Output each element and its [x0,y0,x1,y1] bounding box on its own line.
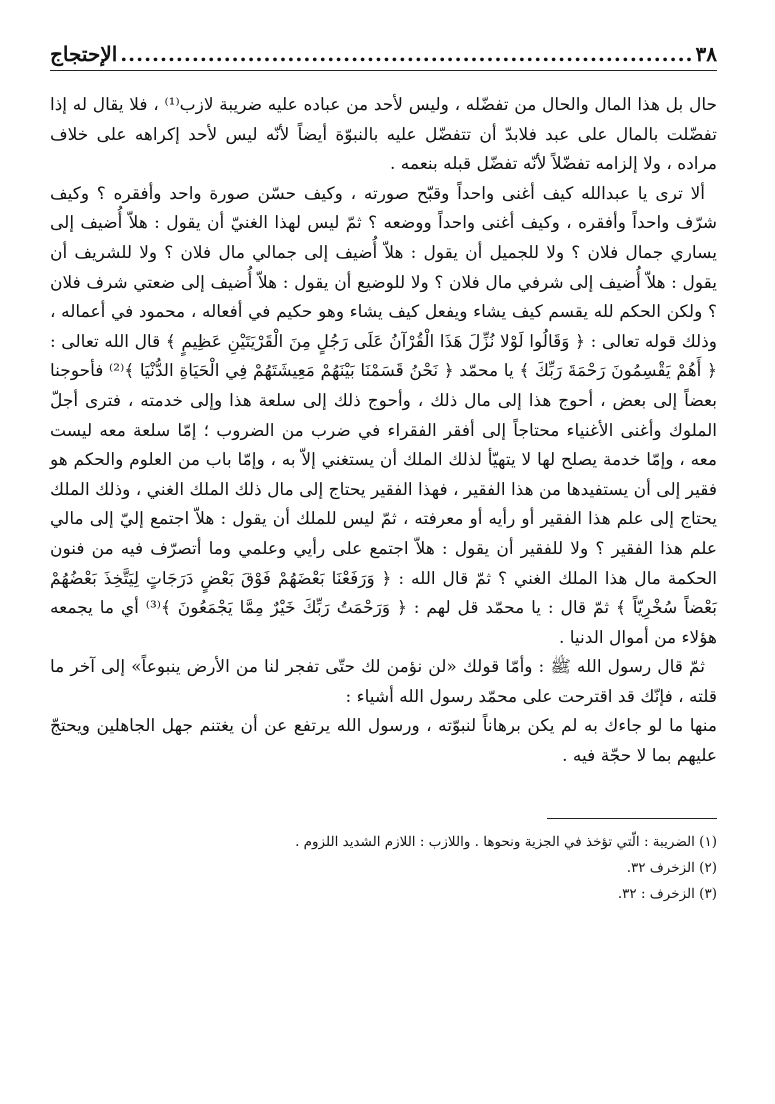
footnotes [50,829,717,907]
paragraph-1: حال بل هذا المال والحال من تفضّله ، وليس لأحد من عباده عليه ضريبة لازب⁽¹⁾ ، فلا يقال له إذا تفضّلت بالمال على عبد فلابدّ أن تتفضّل عليه بالنبوّة أيضاً لأنّه ليس لأحد إكراهه على خلاف مراده ، ولا إلزامه تفضّلاً لأنّه تفضّل قبله بنعمه . [50,95,718,175]
header-title: الإحتجاج [50,42,118,66]
page-number: ٣٨ [695,42,717,66]
paragraph-4: منها ما لو جاءك به لم يكن برهاناً لنبوّته ، ورسول الله يرتفع عن أن يغتنم جهل الجاهلين ويحتجّ عليهم بما لا حجّة فيه . [50,716,717,767]
paragraph-2: ألا ترى يا عبدالله كيف أغنى واحداً وقبّح صورته ، وكيف حسّن صورة واحد وأفقره ؟ وكيف شرّف واحداً وأفقره ، وكيف أغنى واحداً ووضعه ؟ ثمّ ليس لهذا الغنيّ أن يقول : هلاّ أُضيف إلى يساري جمال فلان ؟ ولا للجميل أن يقول : هلاّ أُضيف إلى جمالي مال فلان ؟ ولا للشريف أن يقول : هلاّ أُضيف إلى شرفي مال فلان ؟ ولا للوضيع أن يقول : هلاّ أُضيف إلى ضعتي شرف فلان ؟ ولكن الحكم لله يقسم كيف يشاء ويفعل كيف يشاء وهو حكيم في أفعاله ، محمود في أعماله ، وذلك قوله تعالى : ﴿ وَقَالُوا لَوْلا نُزِّلَ هَذَا الْقُرْآنُ عَلَى رَجُلٍ مِنَ الْقَرْيَتَيْنِ عَظِيمٍ ﴾ قال الله تعالى : ﴿ أَهُمْ يَقْسِمُونَ رَحْمَةَ رَبِّكَ ﴾ يا محمّد ﴿ نَحْنُ قَسَمْنَا بَيْنَهُمْ مَعِيشَتَهُمْ فِي الْحَيَاةِ الدُّنْيَا ﴾⁽²⁾ فأحوجنا بعضاً إلى بعض ، أحوج هذا إلى مال ذلك ، وأحوج ذلك إلى سلعة هذا وإلى خدمته ، فترى أجلّ الملوك وأغنى الأغنياء محتاجاً إلى أفقر الفقراء في ضرب من الضروب ؛ إمّا سلعة معه ليست معه ، وإمّا خدمة يصلح لها لا يتهيّأ لذلك الملك أن يستغني إلاّ به ، وإمّا باب من العلوم والحكم هو فقير إلى أن يستفيدها من هذا الفقير ، فهذا الفقير يحتاج إلى مال ذلك الملك الغني ، وذلك الملك يحتاج إلى علم هذا الفقير أو رأيه أو معرفته ، ثمّ ليس للملك أن يقول : هلاّ اجتمع إليّ إلى مالي علم هذا الفقير ؟ ولا للفقير أن يقول : هلاّ اجتمع على رأيي وعلمي وما أتصرّف فيه من فنون الحكمة مال هذا الملك الغني ؟ ثمّ قال الله : ﴿ وَرَفَعْنَا بَعْضَهُمْ فَوْقَ بَعْضٍ دَرَجَاتٍ لِيَتَّخِذَ بَعْضُهُمْ بَعْضاً سُخْرِيّاً ﴾ ثمّ قال : يا محمّد قل لهم : ﴿ وَرَحْمَتُ رَبِّكَ خَيْرٌ مِمَّا يَجْمَعُونَ ﴾⁽³⁾ أي ما يجمعه هؤلاء من أموال الدنيا . [50,183,717,648]
footnote-1: (١) الضريبة : الّتي تؤخذ في الجزية ونحوها . واللازب : اللازم الشديد اللزوم . [295,833,717,850]
footnote-2: (٢) الزخرف ٣٢. [626,859,717,876]
paragraph-3: ثمّ قال رسول الله ﷺ : وأمّا قولك «لن نؤمن لك حتّى تفجر لنا من الأرض ينبوعاً» إلى آخر ما قلته ، فإنّك قد اقترحت على محمّد رسول الله أشياء : [50,657,717,707]
footnote-separator [547,818,717,819]
main-text [50,91,717,772]
leader-dots [119,40,693,68]
running-header [50,40,717,71]
footnote-3: (٣) الزخرف : ٣٢. [617,885,717,902]
